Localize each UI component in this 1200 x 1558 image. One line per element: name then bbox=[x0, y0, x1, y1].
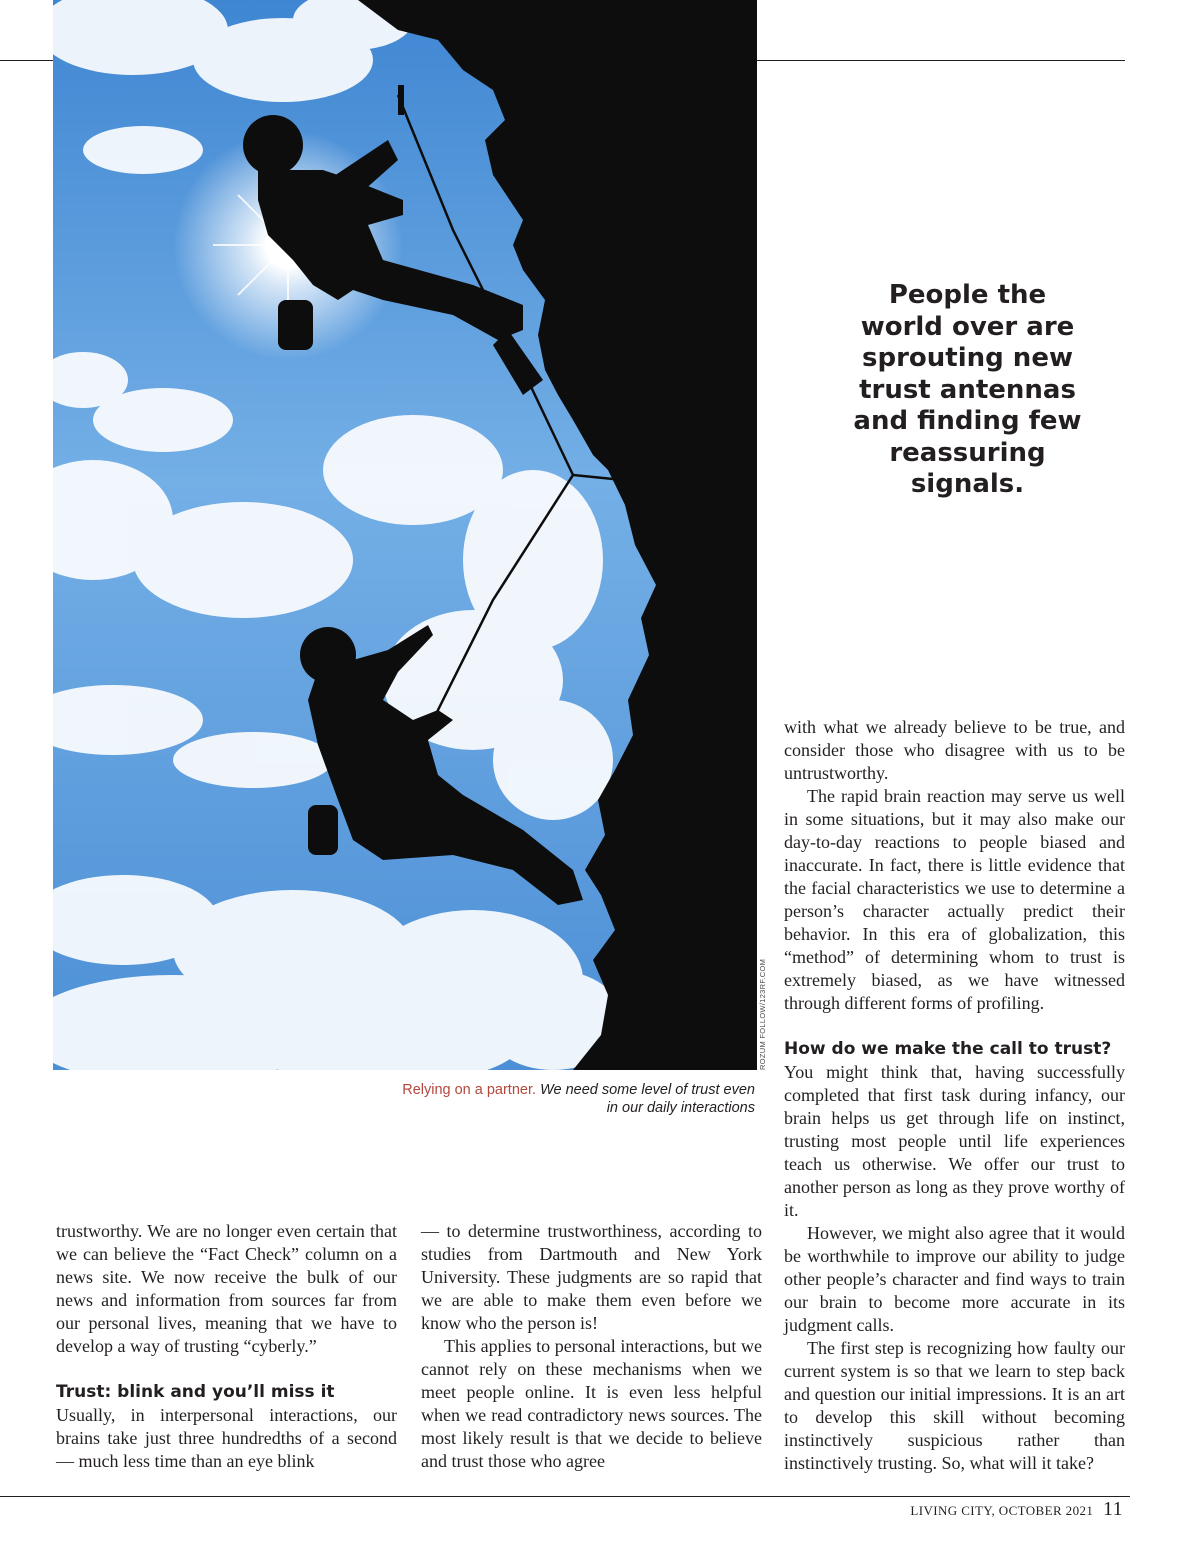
column-3-paragraph-1: with what we already believe to be true, and consider those who disagree with us to be untrustworthy. bbox=[784, 717, 1125, 783]
column-3-paragraph-3: You might think that, having successfully completed that first task during infancy, our brain helps us get through life on instinct, trusting most people until life experiences teach us otherwise. We offer our trust to another person as long as they prove worthy of it. bbox=[784, 1062, 1125, 1220]
climbers-photo bbox=[53, 0, 757, 1070]
photo-illustration bbox=[53, 0, 757, 1070]
top-rule-left bbox=[0, 60, 53, 61]
column-1-paragraph-2: Usually, in interpersonal interactions, our brains take just three hundredths of a second — much less time than an eye blink bbox=[56, 1405, 397, 1471]
article-column-2 bbox=[421, 1220, 762, 1473]
column-3-paragraph-2: The rapid brain reaction may serve us well in some situations, but it may also make our day-to-day reactions to people biased and inaccurate. In fact, there is little evidence that the facial characteristics we use to determine a person’s character actually predict their behavior. In this era of globalization, this “method” of determining whom to trust is extremely biased, as we have witnessed through different forms of profiling. bbox=[784, 786, 1125, 1013]
column-3-paragraph-4: However, we might also agree that it would be worthwhile to improve our ability to judge other people’s character and find ways to train our brain to become more accurate in its judgment calls. bbox=[784, 1223, 1125, 1335]
article-column-1 bbox=[56, 1220, 397, 1473]
photo-caption bbox=[400, 1081, 755, 1117]
footer-rule bbox=[0, 1496, 1130, 1497]
pull-quote: People the world over are sprouting new trust antennas and finding few reassuring signals. bbox=[853, 280, 1082, 499]
column-1-paragraph: trustworthy. We are no longer even certain that we can believe the “Fact Check” column on a news site. We now receive the bulk of our news and information from sources far from our personal lives, meaning that we have to develop a way of trusting “cyberly.” bbox=[56, 1221, 397, 1356]
section-heading-blink: Trust: blink and you’ll miss it bbox=[56, 1382, 335, 1402]
section-heading-call-to-trust: How do we make the call to trust? bbox=[784, 1039, 1112, 1059]
issue-date: OCTOBER 2021 bbox=[998, 1503, 1094, 1518]
caption-text: We need some level of trust even in our daily interactions bbox=[540, 1082, 755, 1116]
column-2-paragraph-2: This applies to personal interactions, but we cannot rely on these mechanisms when we meet people online. It is even less helpful when we read contradictory news sources. The most likely result is that we decide to believe and trust those who agree bbox=[421, 1336, 762, 1471]
top-rule-right bbox=[757, 60, 1125, 61]
page-number: 11 bbox=[1102, 1498, 1123, 1520]
column-2-paragraph: — to determine trustworthiness, according to studies from Dartmouth and New York University. These judgments are so rapid that we are able to make them even before we know who the person is! bbox=[421, 1221, 762, 1333]
column-3-paragraph-5: The first step is recognizing how faulty our current system is so that we learn to step back and question our initial impressions. It is an art to develop this skill without becoming instinctively suspicious rather than instinctively trusting. So, what will it take? bbox=[784, 1338, 1125, 1473]
caption-lead: Relying on a partner. bbox=[402, 1082, 537, 1098]
article-column-3 bbox=[784, 716, 1125, 1475]
photo-credit: ROZUM FOLLOW/123RF.COM bbox=[758, 958, 767, 1070]
publication-name: LIVING CITY, bbox=[910, 1503, 996, 1518]
page-footer bbox=[910, 1498, 1123, 1521]
